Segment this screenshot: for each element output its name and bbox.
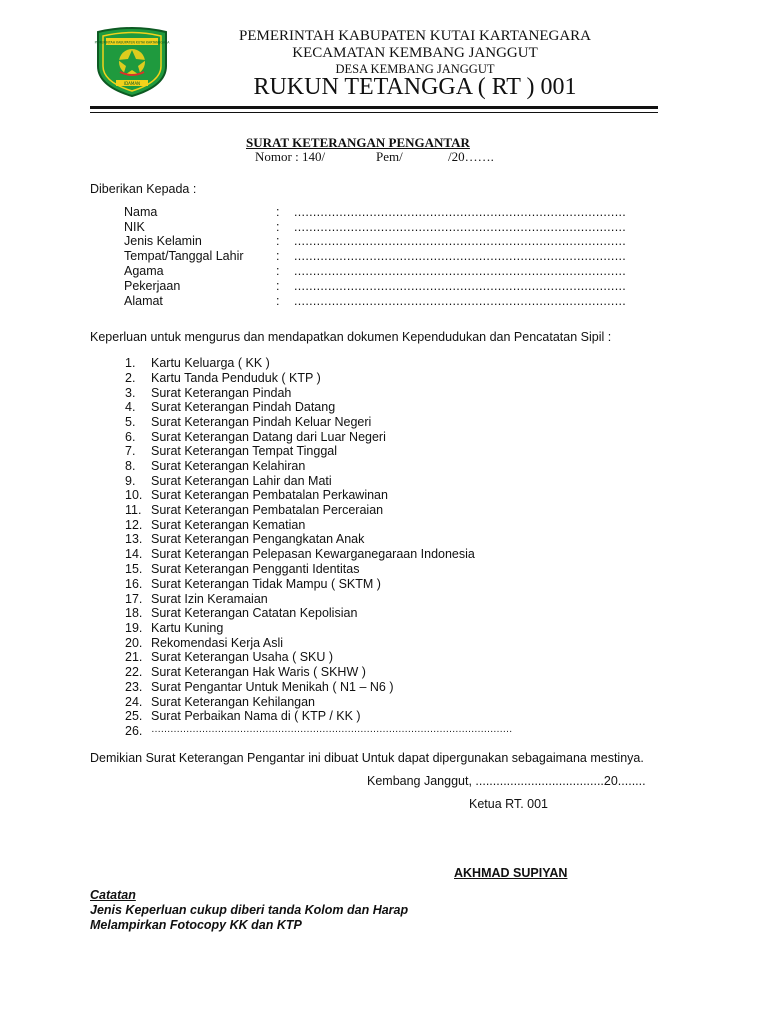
list-item-number: 23.	[125, 680, 143, 694]
list-item-number: 21.	[125, 650, 143, 664]
list-item: Surat Keterangan Hak Waris ( SKHW )	[151, 665, 366, 679]
list-item-number: 9.	[125, 474, 136, 488]
header-government: PEMERINTAH KABUPATEN KUTAI KARTANEGARA	[238, 28, 592, 44]
document-title: SURAT KETERANGAN PENGANTAR	[246, 135, 470, 150]
header-district: KECAMATAN KEMBANG JANGGUT	[292, 45, 538, 61]
field-blank: ........................................................................................	[294, 234, 627, 248]
field-label: Pekerjaan	[124, 279, 181, 293]
list-item-number: 3.	[125, 386, 136, 400]
field-colon: :	[276, 205, 280, 219]
list-item: Surat Keterangan Pindah	[151, 386, 292, 400]
list-item: Surat Izin Keramaian	[151, 592, 268, 606]
list-item-number: 17.	[125, 592, 143, 606]
field-blank: ........................................................................................	[294, 249, 627, 263]
list-item: Kartu Keluarga ( KK )	[151, 356, 270, 370]
purpose-intro: Keperluan untuk mengurus dan mendapatkan dokumen Kependudukan dan Pencatatan Sipil :	[90, 330, 612, 344]
place-date: Kembang Janggut, .....................................20........	[367, 774, 646, 788]
list-item-number: 5.	[125, 415, 136, 429]
kutai-kartanegara-emblem	[92, 26, 172, 98]
list-item: Surat Keterangan Pembatalan Perceraian	[151, 503, 384, 517]
field-colon: :	[276, 249, 280, 263]
emblem-motto-text: IDAMAN	[123, 80, 141, 86]
field-colon: :	[276, 294, 280, 308]
header-rule-thick	[90, 106, 658, 109]
field-label: Agama	[124, 264, 164, 278]
list-item: Surat Keterangan Tempat Tinggal	[151, 444, 338, 458]
list-item-number: 11.	[125, 503, 142, 517]
list-item: Surat Perbaikan Nama di ( KTP / KK )	[151, 709, 361, 723]
list-item-number: 18.	[125, 606, 143, 620]
field-colon: :	[276, 234, 280, 248]
list-item-number: 10.	[125, 488, 143, 502]
list-item: ……………………………………………………………………………………………………	[151, 724, 512, 735]
list-item-number: 8.	[125, 459, 136, 473]
list-item: Surat Keterangan Tidak Mampu ( SKTM )	[151, 577, 381, 591]
signer-title: Ketua RT. 001	[469, 797, 548, 811]
list-item: Surat Keterangan Pengganti Identitas	[151, 562, 360, 576]
list-item-number: 22.	[125, 665, 143, 679]
list-item: Kartu Kuning	[151, 621, 224, 635]
list-item-number: 20.	[125, 636, 143, 650]
list-item: Surat Keterangan Lahir dan Mati	[151, 474, 332, 488]
list-item: Surat Keterangan Pindah Datang	[151, 400, 336, 414]
list-item: Surat Keterangan Usaha ( SKU )	[151, 650, 334, 664]
emblem-ribbon-text: PEMERINTAH KABUPATEN KUTAI KARTANEGARA	[94, 40, 170, 45]
list-item: Surat Keterangan Kehilangan	[151, 695, 316, 709]
list-item-number: 19.	[125, 621, 143, 635]
list-item-number: 16.	[125, 577, 143, 591]
list-item: Rekomendasi Kerja Asli	[151, 636, 284, 650]
field-label: Jenis Kelamin	[124, 234, 202, 248]
closing-statement: Demikian Surat Keterangan Pengantar ini dibuat Untuk dapat dipergunakan sebagaimana mestinya.	[90, 751, 644, 765]
field-label: Alamat	[124, 294, 163, 308]
field-label: NIK	[124, 220, 145, 234]
field-colon: :	[276, 220, 280, 234]
field-blank: ........................................................................................	[294, 220, 627, 234]
nomor-label: Nomor : 140/	[255, 149, 326, 164]
list-item: Surat Keterangan Datang dari Luar Negeri	[151, 430, 386, 444]
list-item-number: 7.	[125, 444, 136, 458]
field-blank: ........................................................................................	[294, 205, 627, 219]
notes-line: Jenis Keperluan cukup diberi tanda Kolom dan Harap	[90, 903, 409, 917]
list-item: Surat Keterangan Pengangkatan Anak	[151, 532, 365, 546]
list-item-number: 4.	[125, 400, 136, 414]
list-item: Surat Pengantar Untuk Menikah ( N1 – N6 )	[151, 680, 394, 694]
notes-line: Melampirkan Fotocopy KK dan KTP	[90, 918, 302, 932]
notes-heading: Catatan	[90, 888, 136, 902]
recipient-label: Diberikan Kepada :	[90, 182, 197, 196]
list-item: Surat Keterangan Kelahiran	[151, 459, 306, 473]
field-blank: ........................................................................................	[294, 294, 627, 308]
signer-name: AKHMAD SUPIYAN	[454, 866, 568, 880]
list-item: Surat Keterangan Pindah Keluar Negeri	[151, 415, 372, 429]
header-village: DESA KEMBANG JANGGUT	[335, 62, 495, 76]
field-blank: ........................................................................................	[294, 279, 627, 293]
list-item-number: 1.	[125, 356, 136, 370]
list-item-number: 14.	[125, 547, 143, 561]
field-colon: :	[276, 279, 280, 293]
header-rt: RUKUN TETANGGA ( RT ) 001	[253, 74, 577, 100]
nomor-pem: Pem/	[376, 149, 403, 164]
list-item: Kartu Tanda Penduduk ( KTP )	[151, 371, 321, 385]
list-item-number: 12.	[125, 518, 143, 532]
list-item-number: 2.	[125, 371, 136, 385]
list-item-number: 13.	[125, 532, 143, 546]
list-item: Surat Keterangan Catatan Kepolisian	[151, 606, 358, 620]
list-item-number: 25.	[125, 709, 143, 723]
header-rule-thin	[90, 112, 658, 113]
list-item: Surat Keterangan Kematian	[151, 518, 306, 532]
list-item: Surat Keterangan Pelepasan Kewarganegaraan Indonesia	[151, 547, 475, 561]
field-colon: :	[276, 264, 280, 278]
nomor-year: /20…….	[448, 149, 494, 164]
list-item-number: 15.	[125, 562, 143, 576]
list-item-number: 26.	[125, 724, 143, 738]
list-item-number: 6.	[125, 430, 136, 444]
list-item: Surat Keterangan Pembatalan Perkawinan	[151, 488, 388, 502]
field-label: Nama	[124, 205, 158, 219]
field-label: Tempat/Tanggal Lahir	[124, 249, 244, 263]
field-blank: ........................................................................................	[294, 264, 627, 278]
list-item-number: 24.	[125, 695, 143, 709]
